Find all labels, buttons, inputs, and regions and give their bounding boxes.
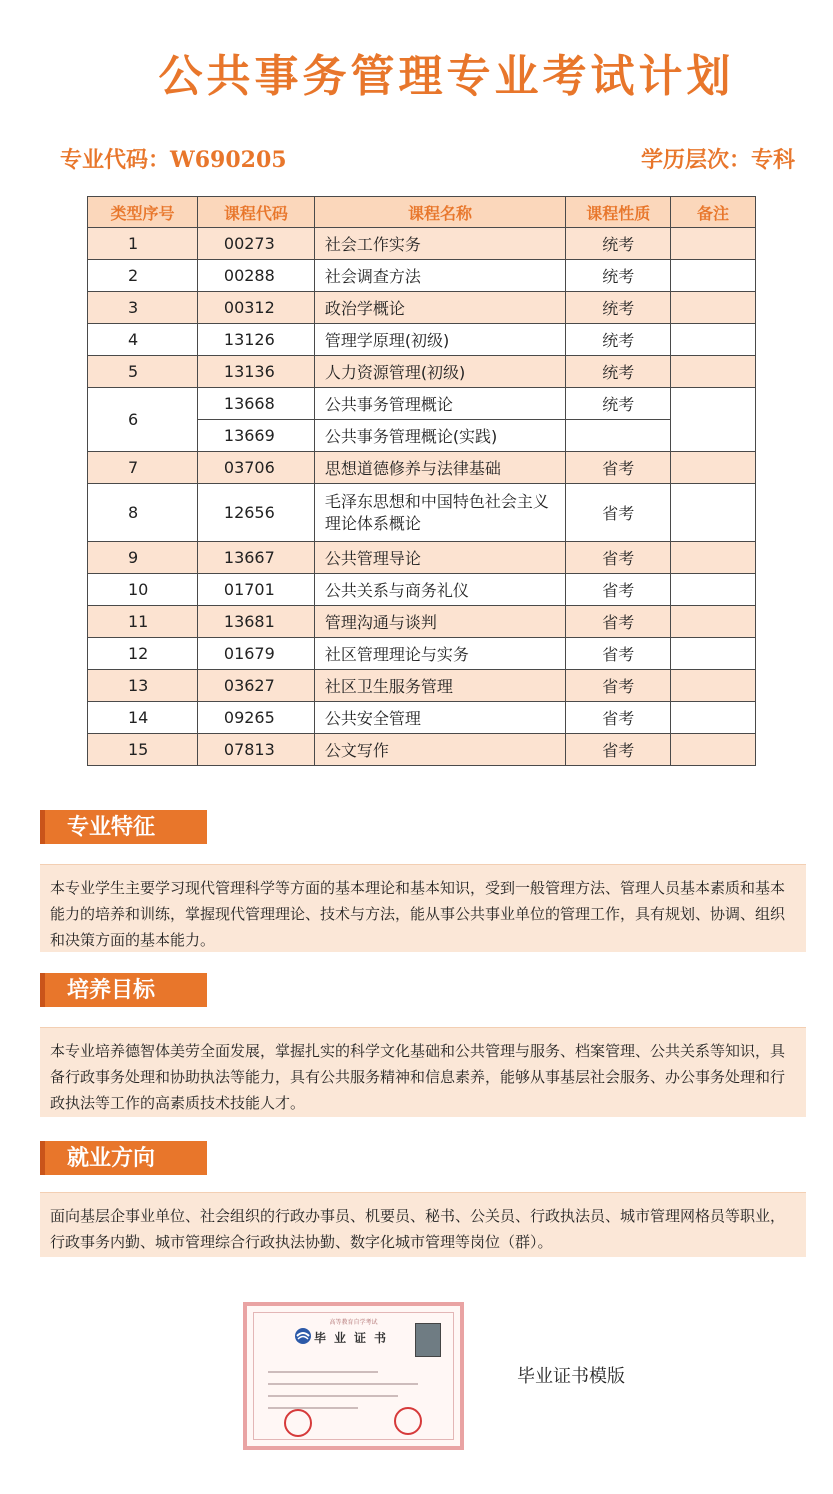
row-type: 统考 <box>566 324 671 356</box>
row-note <box>671 484 756 542</box>
row-type: 省考 <box>566 670 671 702</box>
row-note <box>671 324 756 356</box>
row-idx: 5 <box>88 356 198 388</box>
row-code: 13136 <box>197 356 314 388</box>
row-idx: 8 <box>88 484 198 542</box>
table-header-row <box>88 197 756 228</box>
page-title: 公共事务管理专业考试计划 <box>158 51 735 102</box>
row-type: 省考 <box>566 734 671 766</box>
table-row <box>88 260 756 292</box>
row-note <box>671 356 756 388</box>
major-code: 专业代码：W690205 <box>60 147 287 173</box>
row-idx: 13 <box>88 670 198 702</box>
row-type <box>566 420 671 452</box>
row-name: 公共关系与商务礼仪 <box>314 574 565 606</box>
row-note <box>671 670 756 702</box>
table-row <box>88 292 756 324</box>
row-type: 统考 <box>566 292 671 324</box>
row-type: 省考 <box>566 574 671 606</box>
education-level: 学历层次：专科 <box>640 147 795 173</box>
table-row <box>88 356 756 388</box>
row-idx: 14 <box>88 702 198 734</box>
header-code: 课程代码 <box>197 197 314 228</box>
table-row <box>88 324 756 356</box>
row-type: 统考 <box>566 388 671 420</box>
row-code: 00288 <box>197 260 314 292</box>
row-code: 13681 <box>197 606 314 638</box>
header-type: 课程性质 <box>566 197 671 228</box>
section-body-careers: 面向基层企事业单位、社会组织的行政办事员、机要员、秘书、公关员、行政执法员、城市管理网格员等职业，行政事务内勤、城市管理综合行政执法协勤、数字化城市管理等岗位（群）。 <box>40 1192 806 1257</box>
row-code: 00273 <box>197 228 314 260</box>
row-note <box>671 452 756 484</box>
row-note <box>671 542 756 574</box>
section-body-goals: 本专业培养德智体美劳全面发展，掌握扎实的科学文化基础和公共管理与服务、档案管理、公共关系等知识，具备行政事务处理和协助执法等能力，具有公共服务精神和信息素养，能够从事基层社会服务、办公事务处理和行政执法等工作的高素质技术技能人才。 <box>40 1027 806 1117</box>
certificate-title: 毕业证书 <box>314 1331 395 1345</box>
table-row <box>88 484 756 542</box>
row-code: 01679 <box>197 638 314 670</box>
certificate-photo <box>415 1323 441 1357</box>
row-idx: 11 <box>88 606 198 638</box>
table-row <box>88 228 756 260</box>
section-heading-goals: 培养目标 <box>40 973 207 1007</box>
table-row <box>88 452 756 484</box>
row-name: 社会调查方法 <box>314 260 565 292</box>
row-name: 公共安全管理 <box>314 702 565 734</box>
row-type: 省考 <box>566 542 671 574</box>
row-note <box>671 388 756 452</box>
row-code: 13126 <box>197 324 314 356</box>
row-note <box>671 702 756 734</box>
row-idx: 6 <box>88 388 198 452</box>
section-heading-careers: 就业方向 <box>40 1141 207 1175</box>
certificate-image <box>243 1302 464 1450</box>
row-type: 省考 <box>566 638 671 670</box>
certificate-text-line <box>268 1407 358 1409</box>
row-idx: 12 <box>88 638 198 670</box>
table-row <box>88 670 756 702</box>
row-name: 社会工作实务 <box>314 228 565 260</box>
row-name: 社区卫生服务管理 <box>314 670 565 702</box>
row-name: 公共事务管理概论(实践) <box>314 420 565 452</box>
row-type: 统考 <box>566 356 671 388</box>
row-code: 13668 <box>197 388 314 420</box>
row-type: 省考 <box>566 606 671 638</box>
table-row <box>88 388 756 420</box>
row-idx: 9 <box>88 542 198 574</box>
row-note <box>671 638 756 670</box>
table-row <box>88 638 756 670</box>
row-idx: 15 <box>88 734 198 766</box>
section-heading-features: 专业特征 <box>40 810 207 844</box>
row-name: 管理沟通与谈判 <box>314 606 565 638</box>
table-row <box>88 574 756 606</box>
certificate-text-line <box>268 1371 378 1373</box>
row-name: 人力资源管理(初级) <box>314 356 565 388</box>
exam-plan-table <box>87 196 756 766</box>
row-code: 00312 <box>197 292 314 324</box>
table-row <box>88 702 756 734</box>
row-name: 公文写作 <box>314 734 565 766</box>
row-name: 社区管理理论与实务 <box>314 638 565 670</box>
row-note <box>671 734 756 766</box>
row-code: 13667 <box>197 542 314 574</box>
row-type: 统考 <box>566 260 671 292</box>
row-name: 管理学原理(初级) <box>314 324 565 356</box>
row-type: 省考 <box>566 484 671 542</box>
row-name: 公共事务管理概论 <box>314 388 565 420</box>
row-idx: 3 <box>88 292 198 324</box>
header-idx: 类型序号 <box>88 197 198 228</box>
row-note <box>671 228 756 260</box>
row-note <box>671 260 756 292</box>
header-name: 课程名称 <box>314 197 565 228</box>
row-type: 省考 <box>566 452 671 484</box>
certificate-seal-icon <box>394 1407 422 1435</box>
header-note: 备注 <box>671 197 756 228</box>
row-name: 公共管理导论 <box>314 542 565 574</box>
row-name: 毛泽东思想和中国特色社会主义理论体系概论 <box>314 484 565 542</box>
row-name: 政治学概论 <box>314 292 565 324</box>
row-code: 12656 <box>197 484 314 542</box>
row-note <box>671 292 756 324</box>
certificate-text-line <box>268 1383 418 1385</box>
row-code: 13669 <box>197 420 314 452</box>
certificate-text-line <box>268 1395 398 1397</box>
row-idx: 4 <box>88 324 198 356</box>
row-idx: 7 <box>88 452 198 484</box>
row-code: 03706 <box>197 452 314 484</box>
table-row <box>88 606 756 638</box>
row-type: 统考 <box>566 228 671 260</box>
certificate-logo-icon <box>294 1327 312 1345</box>
row-type: 省考 <box>566 702 671 734</box>
section-body-features: 本专业学生主要学习现代管理科学等方面的基本理论和基本知识，受到一般管理方法、管理人员基本素质和基本能力的培养和训练，掌握现代管理理论、技术与方法，能从事公共事业单位的管理工作，具有规划、协调、组织和决策方面的基本能力。 <box>40 864 806 952</box>
row-code: 07813 <box>197 734 314 766</box>
table-row <box>88 734 756 766</box>
row-code: 01701 <box>197 574 314 606</box>
row-note <box>671 606 756 638</box>
row-idx: 1 <box>88 228 198 260</box>
table-row <box>88 542 756 574</box>
row-idx: 2 <box>88 260 198 292</box>
row-note <box>671 574 756 606</box>
row-code: 03627 <box>197 670 314 702</box>
row-name: 思想道德修养与法律基础 <box>314 452 565 484</box>
certificate-seal-icon <box>284 1409 312 1437</box>
certificate-caption: 毕业证书模版 <box>517 1366 625 1387</box>
certificate-top-text: 高等教育自学考试 <box>329 1319 378 1326</box>
row-idx: 10 <box>88 574 198 606</box>
row-code: 09265 <box>197 702 314 734</box>
